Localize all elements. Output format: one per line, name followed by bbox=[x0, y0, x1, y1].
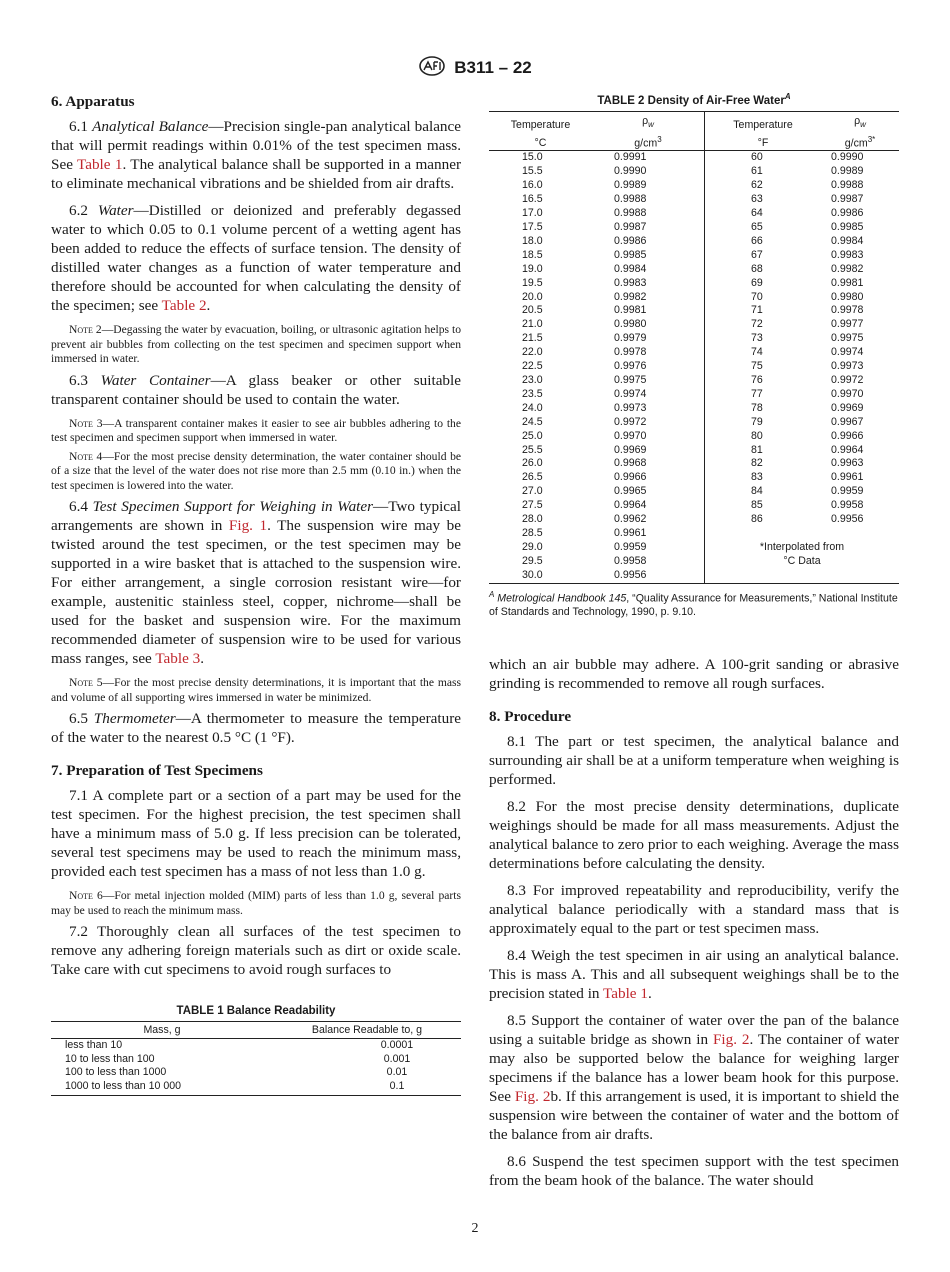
paragraph-6-2: 6.2 Water—Distilled or deionized and preferably degassed water to which 0.05 to 0.1 volume percent of a wetting agent has been added to reduce the effects of surface tension. The density of distilled water changes as a function of water temperature and therefore should be accounted for when calculating the density of the specimen; see Table 2. bbox=[51, 202, 461, 314]
paragraph-7-1: 7.1 A complete part or a section of a part may be used for the test specimen. For the highest precision, the test specimen shall have a minimum mass of 5.0 g. If less precision can be tolerated, several test specimens may be used to reach the minimum mass, provided each test specimen has a mass of not less than 1.0 g. bbox=[51, 787, 461, 880]
table-3-link[interactable]: Table 3 bbox=[155, 650, 201, 667]
note-4: Note 4—For the most precise density determination, the water container should be of a size that the level of the water does not rise more than 2.5 mm (0.10 in.) when the test specimen is lowered into the water. bbox=[51, 449, 462, 492]
table-row: 15.0 0.9991 60 0.9990 bbox=[522, 151, 864, 164]
table-row: 19.0 0.9984 68 0.9982 bbox=[522, 262, 864, 275]
paragraph-7-2: 7.2 Thoroughly clean all surfaces of the test specimen to remove any adhering foreign materials such as dirt or oxide scale. Take care with cut specimens to avoid rough surfaces to bbox=[51, 923, 461, 978]
section-8-heading: 8. Procedure bbox=[489, 708, 572, 726]
note-2: Note 2—Degassing the water by evacuation, boiling, or ultrasonic agitation helps to prevent air bubbles from collecting on the test specimen and specimen support when immersed in water. bbox=[51, 323, 461, 365]
table-row: 20.0 0.9982 70 0.9980 bbox=[522, 290, 864, 303]
paragraph-8-4: 8.4 Weigh the test specimen in air using an analytical balance. This is mass A. This and all subsequent weighings shall be to the precision stated in Table 1. bbox=[489, 947, 899, 1003]
t2-h-unit-gcm3-f: $g/cm^{3*}$ bbox=[821, 132, 899, 151]
table-row: 30.0 0.9956 bbox=[489, 569, 899, 583]
table-row: 24.5 0.9972 79 0.9967 bbox=[522, 415, 864, 428]
table-1-balance-readability bbox=[51, 1021, 461, 1096]
table-row: 29.0 0.9959 *Interpolated from bbox=[489, 541, 899, 555]
table-row: 19.5 0.9983 69 0.9981 bbox=[522, 276, 864, 289]
table-row: 18.5 0.9985 67 0.9983 bbox=[522, 248, 864, 261]
table-row: 26.0 0.9968 82 0.9963 bbox=[522, 457, 864, 470]
table-row: 25.0 0.9970 80 0.9966 bbox=[522, 429, 864, 442]
interpolation-note: *Interpolated from bbox=[759, 540, 845, 553]
note-6: Note 6—For metal injection molded (MIM) parts of less than 1.0 g, several parts may be used to reach the minimum mass. bbox=[51, 889, 461, 917]
table-2-density-of-water bbox=[489, 111, 899, 584]
table-row: 16.5 0.9988 63 0.9987 bbox=[522, 193, 864, 206]
standard-designation: B311 – 22 bbox=[454, 58, 532, 77]
right-column bbox=[489, 92, 899, 1198]
table-1-link-2[interactable]: Table 1 bbox=[603, 985, 648, 1003]
t2-h-rho-f: $\rho_w$ bbox=[821, 111, 899, 132]
table-row: 25.5 0.9969 81 0.9964 bbox=[522, 443, 864, 456]
t2-h-temp-c: Temperature bbox=[489, 111, 592, 132]
t2-h-unit-gcm3-c: $g/cm^3$ bbox=[592, 132, 705, 151]
fig-2-link-2[interactable]: Fig. 2 bbox=[514, 1088, 551, 1106]
table-row: 15.5 0.9990 61 0.9989 bbox=[522, 165, 864, 178]
paragraph-8-6: 8.6 Suspend the test specimen support with the test specimen from the beam hook of the balance. The water should bbox=[489, 1153, 899, 1190]
t2-h-temp-f: Temperature bbox=[705, 111, 822, 132]
section-6-heading: 6. Apparatus bbox=[51, 93, 135, 110]
table-row: 26.5 0.9966 83 0.9961 bbox=[522, 471, 864, 484]
t2-h-unit-c: °C bbox=[489, 132, 592, 151]
table-2-title: TABLE 2 Density of Air-Free Water$^A$ bbox=[597, 92, 791, 107]
table-row: 21.5 0.9979 73 0.9975 bbox=[522, 332, 864, 345]
table-row: 100 to less than 1000 0.01 bbox=[65, 1066, 408, 1079]
t2-h-unit-f: °F bbox=[705, 132, 822, 151]
table-2-link[interactable]: Table 2 bbox=[161, 297, 207, 314]
table-row: 20.5 0.9981 71 0.9978 bbox=[522, 304, 864, 317]
table-1-header-readable: Balance Readable to, g bbox=[273, 1022, 461, 1039]
paragraph-6-4: 6.4 Test Specimen Support for Weighing in Water—Two typical arrangements are shown in Fig. 1. The suspension wire may be twisted around the test specimen, or the test specimen may be supported in a wire basket that is attached to the suspension wire. For either arrangement, a single corrosion resistant wire—for example, austenitic stainless steel, copper, nichrome—shall be used for the basket and suspension wire. For the maximum recommended diameter of suspension wire to be used for various mass ranges, see Table 3. bbox=[51, 498, 462, 667]
table-row: 29.5 0.9958 °C Data bbox=[489, 555, 899, 569]
paragraph-8-5: 8.5 Support the container of water over the pan of the balance using a suitable bridge as shown in Fig. 2. The container of water may also be supported below the balance for weighing larger specimens if the balance has a lower beam hook for this purpose. See Fig. 2b. If this arrangement is used, it is important to shield the suspension wire between the container of water and the bottom of the balance from air drafts. bbox=[489, 1012, 899, 1144]
astm-logo-icon bbox=[418, 56, 446, 76]
page-header bbox=[0, 56, 950, 78]
t2-h-rho-c: $\rho_w$ bbox=[592, 111, 705, 132]
paragraph-8-1: 8.1 The part or test specimen, the analytical balance and surrounding air shall be at a uniform temperature when weighing is performed. bbox=[489, 733, 899, 789]
table-row: 22.5 0.9976 75 0.9973 bbox=[522, 360, 864, 373]
paragraph-8-3: 8.3 For improved repeatability and reproducibility, verify the analytical balance periodically with a standard mass that is approximately equal to the part or test specimen mass. bbox=[489, 882, 899, 938]
paragraph-8-2: 8.2 For the most precise density determinations, duplicate weighings should be made for all mass measurements. Adjust the analytical balance to zero prior to each weighing. Average the mass determinations before calculating the density. bbox=[489, 798, 899, 873]
table-row: 17.0 0.9988 64 0.9986 bbox=[522, 207, 864, 220]
table-row: 10 to less than 100 0.001 bbox=[65, 1052, 411, 1065]
table-row: 23.0 0.9975 76 0.9972 bbox=[522, 373, 864, 386]
table-row: 22.0 0.9978 74 0.9974 bbox=[522, 346, 864, 359]
fig-2-link[interactable]: Fig. 2 bbox=[712, 1031, 750, 1049]
paragraph-7-2-continued: which an air bubble may adhere. A 100-grit sanding or abrasive grinding is recommended to remove all rough surfaces. bbox=[489, 656, 899, 693]
note-5: Note 5—For the most precise density determinations, it is important that the mass and volume of all supporting wires immersed in water be minimized. bbox=[51, 676, 462, 704]
table-1-link[interactable]: Table 1 bbox=[77, 156, 123, 173]
table-row: 23.5 0.9974 77 0.9970 bbox=[522, 387, 864, 400]
table-row: less than 10 0.0001 bbox=[65, 1039, 414, 1051]
table-2-footnote: $^A$ Metrological Handbook 145, “Quality Assurance for Measurements,” National Institute of Standards and Technology, 1990, p. 9.10. bbox=[489, 589, 898, 619]
table-row: 17.5 0.9987 65 0.9985 bbox=[522, 221, 864, 233]
note-3: Note 3—A transparent container makes it easier to see air bubbles adhering to the test specimen and specimen support when immersed in water. bbox=[51, 416, 461, 444]
section-7-heading: 7. Preparation of Test Specimens bbox=[51, 762, 263, 779]
left-column bbox=[51, 92, 461, 1096]
table-row: 21.0 0.9980 72 0.9977 bbox=[522, 318, 864, 331]
paragraph-6-3: 6.3 Water Container—A glass beaker or other suitable transparent container should be used to contain the water. bbox=[51, 371, 461, 408]
table-row: 27.5 0.9964 85 0.9958 bbox=[522, 499, 864, 512]
paragraph-6-1: 6.1 Analytical Balance—Precision single-pan analytical balance that will permit readings within 0.01% of the test specimen mass. See Table 1. The analytical balance shall be supported in a manner to eliminate mechanical vibrations and be shielded from air drafts. bbox=[51, 118, 462, 192]
table-row: 28.5 0.9961 bbox=[489, 527, 899, 541]
table-row: 18.0 0.9986 66 0.9984 bbox=[522, 234, 864, 247]
table-row: 27.0 0.9965 84 0.9959 bbox=[522, 485, 864, 498]
interpolation-note-unit: °C Data bbox=[783, 554, 821, 567]
table-row: 1000 to less than 10 000 0.1 bbox=[51, 1080, 461, 1095]
paragraph-6-5: 6.5 Thermometer—A thermometer to measure the temperature of the water to the nearest 0.5 °C (1 °F). bbox=[51, 710, 461, 746]
table-row: 16.0 0.9989 62 0.9988 bbox=[522, 179, 864, 192]
table-1-header-mass: Mass, g bbox=[51, 1022, 273, 1039]
fig-1-link[interactable]: Fig. 1 bbox=[228, 517, 268, 534]
page-number: 2 bbox=[471, 1221, 479, 1236]
table-row: 28.0 0.9962 86 0.9956 bbox=[522, 513, 864, 526]
table-row: 24.0 0.9973 78 0.9969 bbox=[522, 401, 864, 414]
table-1-title: TABLE 1 Balance Readability bbox=[176, 1005, 336, 1017]
